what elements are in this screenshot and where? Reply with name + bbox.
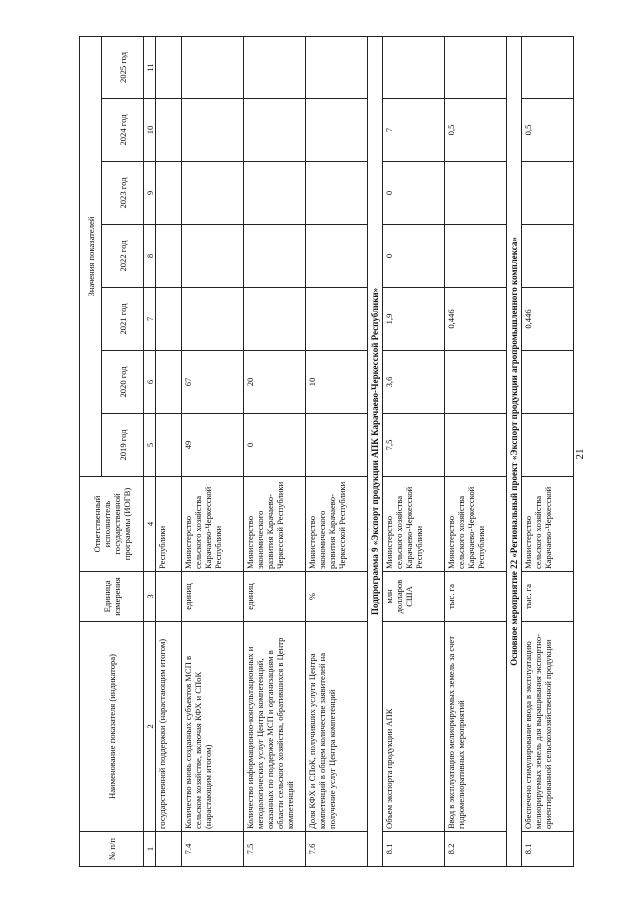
responsible-cell: Министерство сельского хозяйства Карачаево-Черкесской bbox=[522, 477, 574, 572]
header-num: № п/п bbox=[80, 832, 144, 867]
value-cell bbox=[383, 36, 445, 98]
table-row bbox=[522, 36, 574, 866]
header-year-6: 2024 год bbox=[102, 99, 144, 162]
value-cell: 0,5 bbox=[522, 99, 574, 162]
indicator-name: Количество информационно-консультационных и методологических услуг Центра компетенций, оказанных по поддержке МСП и организациям в области сельского хозяйства, обратившихся в Центр компетенций bbox=[244, 622, 306, 832]
value-cell: 1,9 bbox=[383, 288, 445, 351]
unit-cell: тыс. га bbox=[522, 572, 574, 622]
value-cell bbox=[156, 162, 182, 225]
header-responsible: Ответственный исполнитель государственной программы (ИОГВ) bbox=[80, 477, 144, 572]
value-cell bbox=[244, 162, 306, 225]
indicator-name: Обеспечено стимулирование ввода в эксплуатацию мелиорируемых земель для выращивания экспортно-ориентированной сельскохозяйственной продукции bbox=[522, 622, 574, 832]
responsible-cell: Министерство экономического развития Карачаево-Черкесской Республики bbox=[244, 477, 306, 572]
row-number: 7.6 bbox=[306, 832, 368, 867]
header-year-2: 2020 год bbox=[102, 351, 144, 414]
value-cell bbox=[156, 414, 182, 477]
unit-cell bbox=[156, 572, 182, 622]
main-event-22-header-title: Основное мероприятие 22 «Региональный проект «Экспорт продукции агропромышленного комплекса» bbox=[507, 36, 522, 866]
row-number: 7.5 bbox=[244, 832, 306, 867]
value-cell: 7,5 bbox=[383, 414, 445, 477]
unit-cell: единиц bbox=[182, 572, 244, 622]
header-col-number-2: 2 bbox=[144, 622, 156, 832]
indicator-name: Ввод в эксплуатацию мелиорируемых земель за счет гидромелиоративных мероприятий bbox=[445, 622, 507, 832]
value-cell: 0 bbox=[244, 414, 306, 477]
responsible-cell: Республики bbox=[156, 477, 182, 572]
rotated-table-page bbox=[79, 37, 619, 867]
value-cell: 0,446 bbox=[522, 288, 574, 351]
header-name: Наименование показателя (индикатора) bbox=[80, 622, 144, 832]
header-col-number-8: 8 bbox=[144, 225, 156, 288]
header-col-number-3: 3 bbox=[144, 572, 156, 622]
header-col-number-11: 11 bbox=[144, 36, 156, 98]
main-event-22-header bbox=[507, 36, 522, 866]
header-col-number-7: 7 bbox=[144, 288, 156, 351]
responsible-cell: Министерство сельского хозяйства Карачаево-Черкесской Республики bbox=[182, 477, 244, 572]
header-year-3: 2021 год bbox=[102, 288, 144, 351]
row-number: 8.2 bbox=[445, 832, 507, 867]
table-row bbox=[306, 36, 368, 866]
value-cell bbox=[182, 99, 244, 162]
value-cell: 0,5 bbox=[445, 99, 507, 162]
value-cell bbox=[156, 99, 182, 162]
value-cell bbox=[522, 162, 574, 225]
header-year-5: 2023 год bbox=[102, 162, 144, 225]
value-cell bbox=[244, 288, 306, 351]
value-cell bbox=[306, 162, 368, 225]
table-row bbox=[156, 36, 182, 866]
header-col-number-1: 1 bbox=[144, 832, 156, 867]
value-cell bbox=[156, 225, 182, 288]
unit-cell: млн долларов США bbox=[383, 572, 445, 622]
value-cell: 49 bbox=[182, 414, 244, 477]
row-number bbox=[156, 832, 182, 867]
value-cell bbox=[182, 288, 244, 351]
header-year-1: 2019 год bbox=[102, 414, 144, 477]
value-cell bbox=[306, 36, 368, 98]
value-cell: 0 bbox=[383, 225, 445, 288]
indicator-name: Объем экспорта продукции АПК bbox=[383, 622, 445, 832]
header-col-number-9: 9 bbox=[144, 162, 156, 225]
indicator-name: государственной поддержки (нарастающим итогом) bbox=[156, 622, 182, 832]
value-cell: 7 bbox=[383, 99, 445, 162]
header-unit: Единица измерения bbox=[80, 572, 144, 622]
header-col-number-10: 10 bbox=[144, 99, 156, 162]
value-cell bbox=[445, 225, 507, 288]
header-year-7: 2025 год bbox=[102, 36, 144, 98]
value-cell bbox=[244, 36, 306, 98]
value-cell: 0,446 bbox=[445, 288, 507, 351]
header-col-number-4: 4 bbox=[144, 477, 156, 572]
value-cell bbox=[306, 414, 368, 477]
subprogram-9-header bbox=[368, 36, 383, 866]
value-cell bbox=[522, 414, 574, 477]
value-cell: 0 bbox=[383, 162, 445, 225]
value-cell: 20 bbox=[244, 351, 306, 414]
value-cell bbox=[156, 36, 182, 98]
value-cell bbox=[182, 36, 244, 98]
row-number: 7.4 bbox=[182, 832, 244, 867]
unit-cell: единиц bbox=[244, 572, 306, 622]
header-col-number-5: 5 bbox=[144, 414, 156, 477]
value-cell bbox=[156, 288, 182, 351]
page-number: 21 bbox=[574, 448, 586, 460]
value-cell bbox=[445, 414, 507, 477]
value-cell bbox=[244, 99, 306, 162]
value-cell bbox=[156, 351, 182, 414]
value-cell bbox=[306, 288, 368, 351]
value-cell bbox=[522, 225, 574, 288]
value-cell bbox=[306, 225, 368, 288]
unit-cell: тыс. га bbox=[445, 572, 507, 622]
value-cell bbox=[306, 99, 368, 162]
value-cell bbox=[522, 36, 574, 98]
header-col-number-6: 6 bbox=[144, 351, 156, 414]
value-cell bbox=[445, 36, 507, 98]
responsible-cell: Министерство экономического развития Карачаево-Черкесской Республики bbox=[306, 477, 368, 572]
value-cell bbox=[522, 351, 574, 414]
value-cell bbox=[244, 225, 306, 288]
table-row bbox=[182, 36, 244, 866]
value-cell bbox=[445, 162, 507, 225]
table-row bbox=[383, 36, 445, 866]
value-cell bbox=[182, 162, 244, 225]
header-year-4: 2022 год bbox=[102, 225, 144, 288]
value-cell: 10 bbox=[306, 351, 368, 414]
indicator-name: Доля КФХ и СПоК, получивших услуги Центра компетенций в общем количестве заявителей на получение услуг Центра компетенций bbox=[306, 622, 368, 832]
row-number: 8.1 bbox=[383, 832, 445, 867]
table-row bbox=[244, 36, 306, 866]
value-cell bbox=[445, 351, 507, 414]
header-values: Значения показателей bbox=[80, 36, 102, 476]
unit-cell: % bbox=[306, 572, 368, 622]
subprogram-9-header-title: Подпрограмма 9 «Экспорт продукции АПК Карачаево-Черкесской Республики» bbox=[368, 36, 383, 866]
row-number: 8.1 bbox=[522, 832, 574, 867]
indicators-table bbox=[79, 36, 574, 867]
value-cell: 67 bbox=[182, 351, 244, 414]
responsible-cell: Министерство сельского хозяйства Карачаево-Черкесской Республики bbox=[445, 477, 507, 572]
value-cell: 3,6 bbox=[383, 351, 445, 414]
value-cell bbox=[182, 225, 244, 288]
indicator-name: Количество вновь созданных субъектов МСП в сельском хозяйстве, включая КФХ и СПоК (нарастающим итогом) bbox=[182, 622, 244, 832]
responsible-cell: Министерство сельского хозяйства Карачаево-Черкесской Республики bbox=[383, 477, 445, 572]
table-row bbox=[445, 36, 507, 866]
